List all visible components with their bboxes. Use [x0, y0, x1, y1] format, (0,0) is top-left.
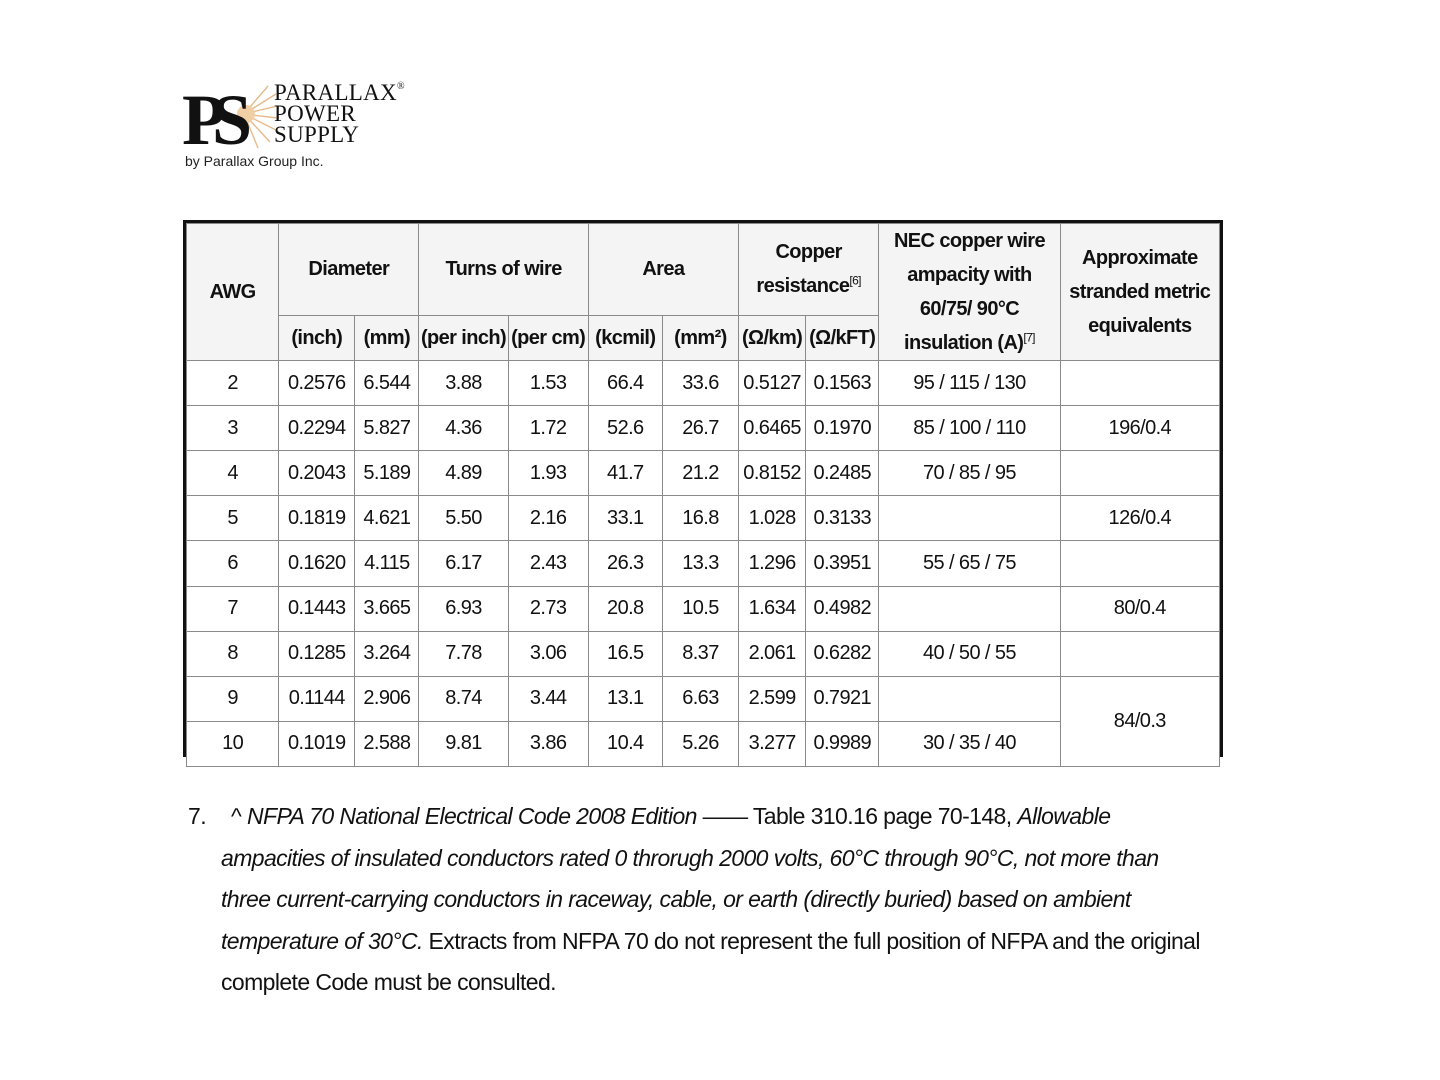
cell-mm: 4.115 [355, 541, 419, 586]
cell-ohm-km: 1.296 [739, 541, 806, 586]
cell-ohm-kft: 0.2485 [806, 451, 879, 496]
subheader-per-inch: (per inch) [419, 315, 508, 360]
cell-ampacity: 40 / 50 / 55 [879, 631, 1060, 676]
cell-ampacity [879, 676, 1060, 721]
cell-awg: 10 [187, 721, 279, 766]
ps-monogram-icon [182, 80, 277, 150]
subheader-inch: (inch) [279, 315, 355, 360]
cell-mm: 4.621 [355, 496, 419, 541]
cell-kcmil: 26.3 [588, 541, 662, 586]
cell-per-inch: 4.36 [419, 406, 508, 451]
cell-inch: 0.1285 [279, 631, 355, 676]
brand-line-3: SUPPLY [274, 122, 360, 147]
reference-6: [6] [849, 273, 861, 288]
cell-kcmil: 41.7 [588, 451, 662, 496]
cell-inch: 0.1144 [279, 676, 355, 721]
logo-byline: by Parallax Group Inc. [185, 153, 324, 169]
cell-metric: 126/0.4 [1060, 496, 1219, 541]
cell-mm2: 6.63 [662, 676, 738, 721]
subheader-mm2: (mm²) [662, 315, 738, 360]
subheader-kcmil: (kcmil) [588, 315, 662, 360]
cell-mm2: 16.8 [662, 496, 738, 541]
subheader-ohm-km: (Ω/km) [739, 315, 806, 360]
cell-inch: 0.2294 [279, 406, 355, 451]
footnote-plain-text: Extracts from NFPA 70 do not represent the full position of NFPA and the original complete Code must be consulted. [221, 927, 1200, 995]
cell-awg: 9 [187, 676, 279, 721]
cell-ampacity [879, 496, 1060, 541]
cell-per-cm: 1.93 [508, 451, 588, 496]
brand-line-2: POWER [274, 101, 356, 126]
cell-ampacity: 70 / 85 / 95 [879, 451, 1060, 496]
cell-mm2: 5.26 [662, 721, 738, 766]
cell-inch: 0.1019 [279, 721, 355, 766]
cell-mm: 2.906 [355, 676, 419, 721]
cell-mm: 5.827 [355, 406, 419, 451]
subheader-ohm-kft: (Ω/kFT) [806, 315, 879, 360]
brand-line-1: PARALLAX [274, 80, 397, 105]
cell-mm2: 13.3 [662, 541, 738, 586]
footnote-italic-text: Allowable ampacities of insulated conductors rated 0 throrugh 2000 volts, 60°C through 90°C, not more than three current-carrying conductors in raceway, cable, or earth (directly buried) based on ambient temperature of 30°C. [221, 803, 1159, 954]
cell-kcmil: 13.1 [588, 676, 662, 721]
table-row [187, 541, 1220, 586]
cell-per-inch: 6.17 [419, 541, 508, 586]
cell-awg: 8 [187, 631, 279, 676]
registered-mark: ® [396, 81, 405, 92]
header-area: Area [588, 224, 738, 316]
cell-kcmil: 52.6 [588, 406, 662, 451]
header-metric: Approximate stranded metric equivalents [1060, 224, 1219, 361]
cell-mm: 2.588 [355, 721, 419, 766]
table-body [187, 361, 1220, 767]
footnote-dash: —— [702, 803, 748, 829]
cell-ohm-kft: 0.3951 [806, 541, 879, 586]
cell-ohm-kft: 0.3133 [806, 496, 879, 541]
cell-per-cm: 2.73 [508, 586, 588, 631]
cell-per-inch: 7.78 [419, 631, 508, 676]
cell-per-cm: 3.06 [508, 631, 588, 676]
cell-ohm-kft: 0.1563 [806, 361, 879, 406]
cell-metric: 84/0.3 [1060, 676, 1219, 766]
cell-mm2: 26.7 [662, 406, 738, 451]
table-row [187, 406, 1220, 451]
header-diameter: Diameter [279, 224, 419, 316]
cell-metric: 80/0.4 [1060, 586, 1219, 631]
cell-awg: 3 [187, 406, 279, 451]
cell-ampacity: 30 / 35 / 40 [879, 721, 1060, 766]
cell-metric [1060, 451, 1219, 496]
cell-mm: 5.189 [355, 451, 419, 496]
cell-ohm-km: 3.277 [739, 721, 806, 766]
cell-per-inch: 3.88 [419, 361, 508, 406]
header-awg: AWG [187, 224, 279, 361]
header-resistance-label: Copper resistance [756, 241, 850, 298]
cell-inch: 0.1620 [279, 541, 355, 586]
cell-ampacity: 95 / 115 / 130 [879, 361, 1060, 406]
cell-ohm-kft: 0.1970 [806, 406, 879, 451]
cell-ohm-km: 1.028 [739, 496, 806, 541]
cell-per-inch: 5.50 [419, 496, 508, 541]
footnote-source-title: NFPA 70 National Electrical Code 2008 Edition [247, 803, 697, 829]
cell-ohm-km: 2.599 [739, 676, 806, 721]
cell-kcmil: 66.4 [588, 361, 662, 406]
table-row [187, 451, 1220, 496]
cell-kcmil: 20.8 [588, 586, 662, 631]
cell-awg: 6 [187, 541, 279, 586]
cell-ohm-km: 1.634 [739, 586, 806, 631]
cell-kcmil: 10.4 [588, 721, 662, 766]
cell-mm2: 8.37 [662, 631, 738, 676]
cell-ohm-km: 0.8152 [739, 451, 806, 496]
cell-per-inch: 6.93 [419, 586, 508, 631]
table-row [187, 586, 1220, 631]
cell-per-inch: 9.81 [419, 721, 508, 766]
cell-awg: 7 [187, 586, 279, 631]
cell-per-cm: 3.86 [508, 721, 588, 766]
table-row [187, 676, 1220, 721]
header-resistance [739, 224, 879, 316]
header-ampacity-label: NEC copper wire ampacity with 60/75/ 90°C insulation (A) [893, 230, 1045, 354]
cell-mm2: 21.2 [662, 451, 738, 496]
cell-ohm-kft: 0.4982 [806, 586, 879, 631]
cell-metric [1060, 631, 1219, 676]
subheader-mm: (mm) [355, 315, 419, 360]
reference-7: [7] [1023, 330, 1035, 345]
cell-mm: 3.665 [355, 586, 419, 631]
cell-per-inch: 8.74 [419, 676, 508, 721]
company-logo [182, 80, 422, 175]
cell-kcmil: 33.1 [588, 496, 662, 541]
cell-metric [1060, 541, 1219, 586]
cell-per-cm: 1.72 [508, 406, 588, 451]
footnote-number: 7. [188, 803, 206, 829]
footnote-caret: ^ [231, 803, 242, 829]
cell-per-cm: 2.43 [508, 541, 588, 586]
cell-ampacity [879, 586, 1060, 631]
cell-mm2: 33.6 [662, 361, 738, 406]
cell-per-inch: 4.89 [419, 451, 508, 496]
cell-ohm-km: 0.5127 [739, 361, 806, 406]
cell-ampacity: 55 / 65 / 75 [879, 541, 1060, 586]
cell-metric: 196/0.4 [1060, 406, 1219, 451]
table-row [187, 631, 1220, 676]
cell-inch: 0.2576 [279, 361, 355, 406]
cell-per-cm: 2.16 [508, 496, 588, 541]
cell-ohm-km: 0.6465 [739, 406, 806, 451]
cell-inch: 0.1443 [279, 586, 355, 631]
cell-kcmil: 16.5 [588, 631, 662, 676]
svg-text:PS: PS [182, 80, 239, 150]
cell-per-cm: 3.44 [508, 676, 588, 721]
footnote-table-ref: Table 310.16 page 70-148, [752, 803, 1012, 829]
cell-mm2: 10.5 [662, 586, 738, 631]
cell-per-cm: 1.53 [508, 361, 588, 406]
cell-awg: 2 [187, 361, 279, 406]
cell-inch: 0.2043 [279, 451, 355, 496]
cell-awg: 5 [187, 496, 279, 541]
cell-ohm-kft: 0.9989 [806, 721, 879, 766]
header-ampacity [879, 224, 1060, 361]
cell-metric [1060, 361, 1219, 406]
table-row [187, 496, 1220, 541]
header-turns: Turns of wire [419, 224, 588, 316]
cell-inch: 0.1819 [279, 496, 355, 541]
cell-mm: 3.264 [355, 631, 419, 676]
cell-awg: 4 [187, 451, 279, 496]
subheader-per-cm: (per cm) [508, 315, 588, 360]
brand-name [274, 82, 405, 145]
cell-mm: 6.544 [355, 361, 419, 406]
cell-ohm-kft: 0.7921 [806, 676, 879, 721]
table-row [187, 361, 1220, 406]
wire-gauge-table [183, 220, 1223, 757]
cell-ampacity: 85 / 100 / 110 [879, 406, 1060, 451]
footnote-7 [188, 796, 1208, 1004]
cell-ohm-km: 2.061 [739, 631, 806, 676]
cell-ohm-kft: 0.6282 [806, 631, 879, 676]
